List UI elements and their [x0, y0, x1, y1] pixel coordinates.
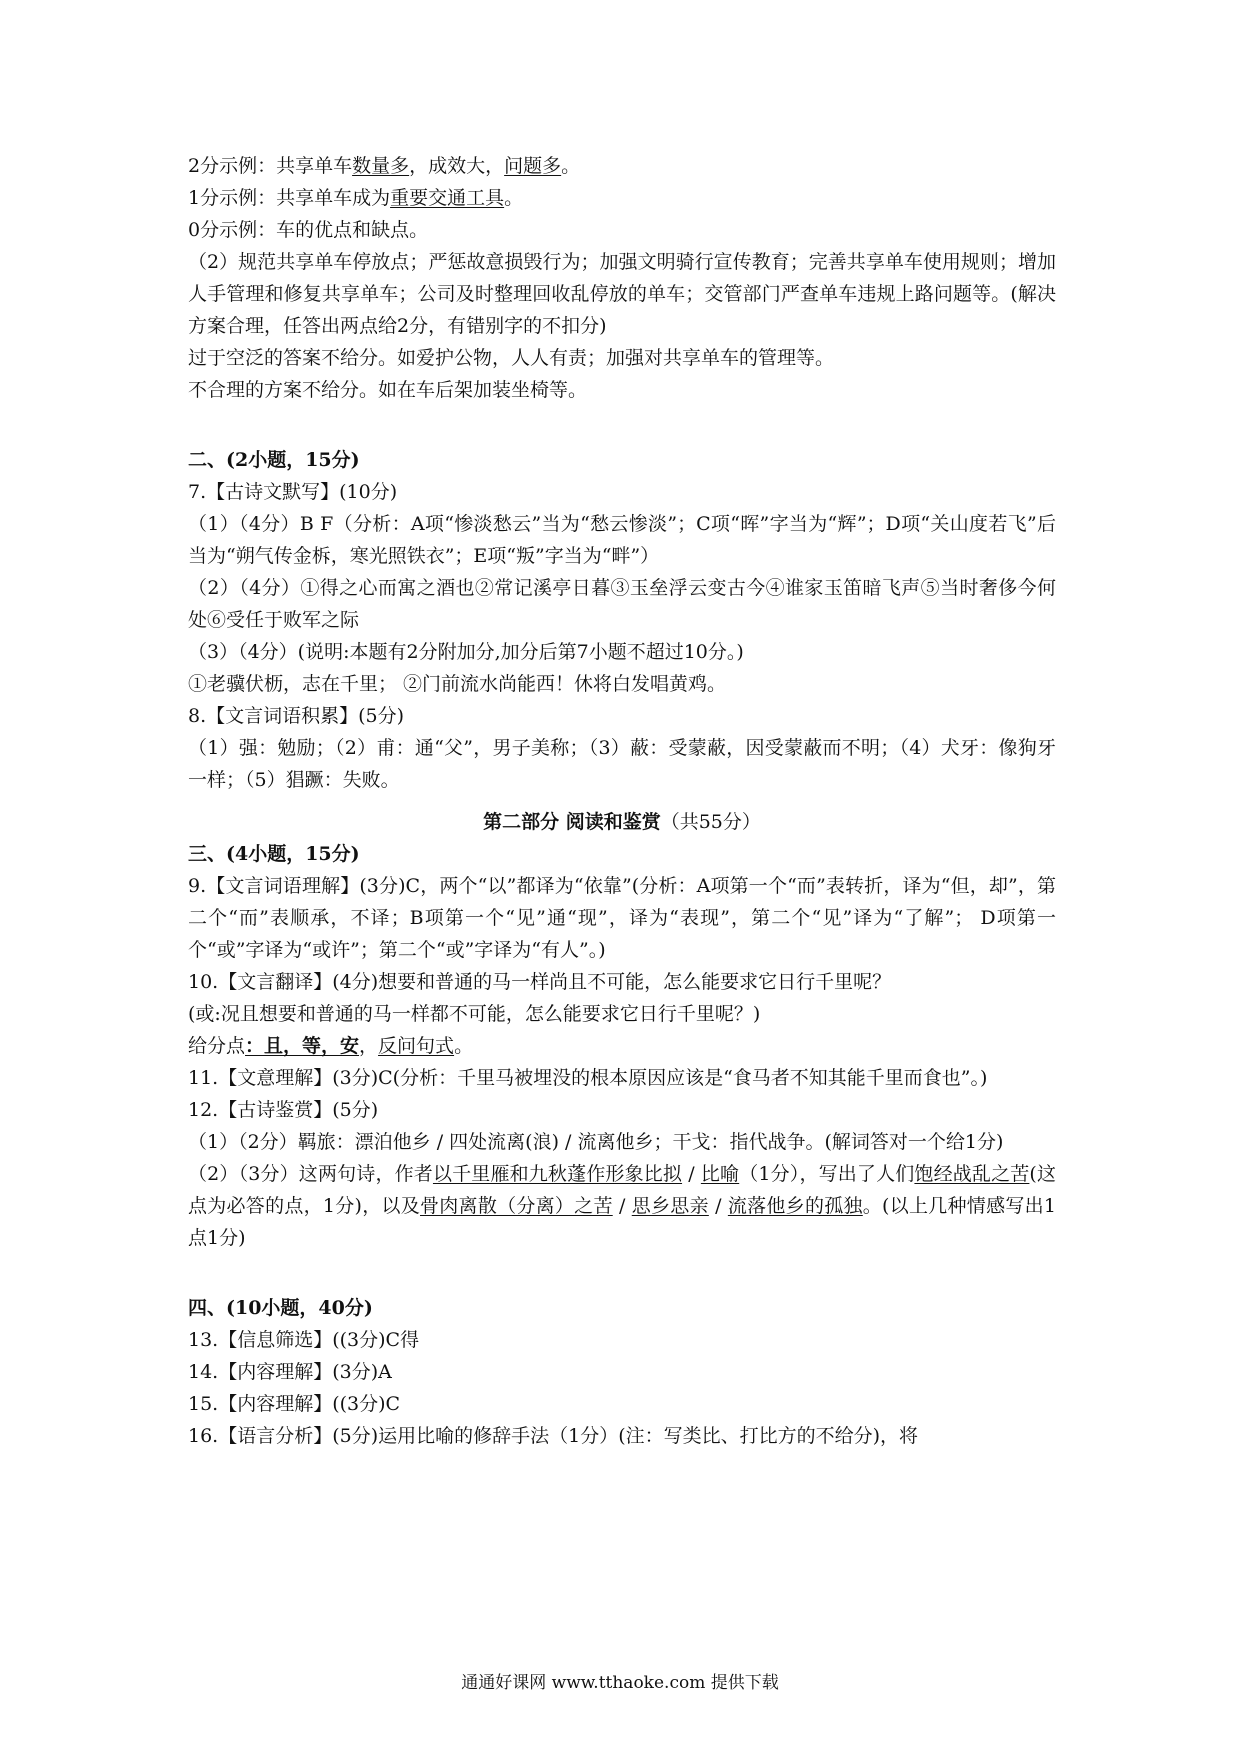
q12-title: 12.【古诗鉴赏】(5分) — [188, 1099, 379, 1121]
q7-title: 7.【古诗文默写】(10分) — [188, 481, 398, 503]
q15: 15.【内容理解】((3分)C — [188, 1393, 401, 1415]
footer-download-note: 通通好课网 www.tthaoke.com 提供下载 — [461, 1673, 779, 1693]
answer-sheet — [188, 150, 1056, 1452]
note-unreasonable: 不合理的方案不给分。如在车后架加装坐椅等。 — [188, 379, 588, 401]
section-2-heading: 二、(2小题，15分) — [188, 449, 360, 471]
part-2-title: 第二部分 阅读和鉴赏（共55分） — [483, 811, 761, 833]
example-1pt: 1分示例：共享单车成为重要交通工具。 — [188, 187, 524, 209]
q13: 13.【信息筛选】((3分)C得 — [188, 1329, 420, 1351]
q8-answer: （1）强：勉励；（2）甫：通“父”，男子美称；（3）蔽：受蒙蔽，因受蒙蔽而不明；（4）犬牙：像狗牙一样；（5）猖蹶：失败。 — [188, 737, 1056, 791]
q7-3-answer: ①老骥伏枥，志在千里； ②门前流水尚能西！休将白发唱黄鸡。 — [188, 673, 727, 695]
q12-1: （1）（2分）羁旅：漂泊他乡 / 四处流离(浪) / 流离他乡；干戈：指代战争。(解词答对一个给1分) — [188, 1131, 1004, 1153]
section-4-heading: 四、(10小题，40分) — [188, 1297, 373, 1319]
q10: 10.【文言翻译】(4分)想要和普通的马一样尚且不可能，怎么能要求它日行千里呢？ — [188, 971, 892, 993]
q7-2: （2）（4分）①得之心而寓之酒也②常记溪亭日暮③玉垒浮云变古今④谁家玉笛暗飞声⑤当时奢侈今何处⑥受任于败军之际 — [188, 577, 1056, 631]
example-2pt: 2分示例：共享单车数量多，成效大，问题多。 — [188, 155, 581, 177]
answer-6-2: （2）规范共享单车停放点；严惩故意损毁行为；加强文明骑行宣传教育；完善共享单车使用规则；增加人手管理和修复共享单车；公司及时整理回收乱停放的单车；交管部门严查单车违规上路问题等。(解决方案合理，任答出两点给2分，有错别字的不扣分) — [188, 251, 1056, 337]
note-vague: 过于空泛的答案不给分。如爱护公物，人人有责；加强对共享单车的管理等。 — [188, 347, 835, 369]
q8-title: 8.【文言词语积累】(5分) — [188, 705, 405, 727]
q14: 14.【内容理解】(3分)A — [188, 1361, 392, 1383]
q9: 9.【文言词语理解】(3分)C，两个“以”都译为“依靠”(分析：A项第一个“而”表转折，译为“但，却”，第二个“而”表顺承，不译；B项第一个“见”通“现”，译为“表现”，第二个“见”译为“了解”； D项第一个“或”字译为“或许”；第二个“或”字译为“有人”。) — [188, 875, 1056, 961]
q11: 11.【文意理解】(3分)C(分析：千里马被埋没的根本原因应该是“食马者不知其能千里而食也”。) — [188, 1067, 988, 1089]
q16: 16.【语言分析】(5分)运用比喻的修辞手法（1分）(注：写类比、打比方的不给分)，将 — [188, 1425, 919, 1447]
q7-3: （3）（4分）(说明:本题有2分附加分,加分后第7小题不超过10分。) — [188, 641, 744, 663]
q10-alt: (或:况且想要和普通的马一样都不可能，怎么能要求它日行千里呢？) — [188, 1003, 761, 1025]
q10-points: 给分点：且，等，安，反问句式。 — [188, 1035, 474, 1057]
q7-1: （1）（4分）B F（分析：A项“惨淡愁云”当为“愁云惨淡”；C项“晖”字当为“辉”；D项“关山度若飞”后当为“朔气传金柝，寒光照铁衣”；E项“叛”字当为“畔”） — [188, 513, 1056, 567]
section-3-heading: 三、(4小题，15分) — [188, 843, 360, 865]
q12-2: （2）（3分）这两句诗，作者以千里雁和九秋蓬作形象比拟 / 比喻（1分），写出了人们饱经战乱之苦(这点为必答的点，1分)，以及骨肉离散（分离）之苦 / 思乡思亲 / 流落他乡的孤独。(以上几种情感写出1点1分) — [188, 1163, 1056, 1249]
example-0pt: 0分示例：车的优点和缺点。 — [188, 219, 429, 241]
